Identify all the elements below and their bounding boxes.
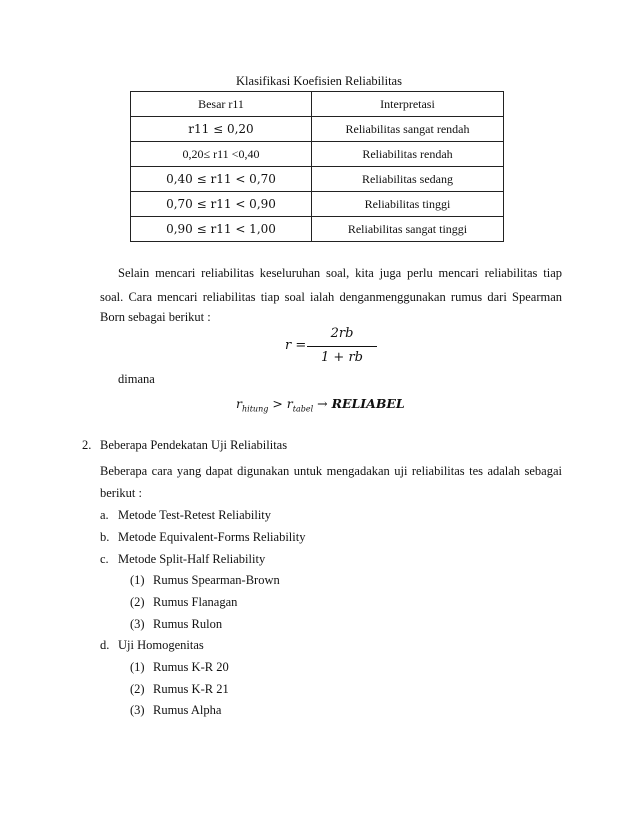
table-row (131, 192, 504, 217)
fraction-bar (307, 346, 377, 347)
table-row (131, 117, 504, 142)
section-title: Beberapa Pendekatan Uji Reliabilitas (100, 438, 288, 452)
list-item: Metode Equivalent-Forms Reliability (118, 530, 306, 544)
range-cell: 0,40 ≤ r11 < 0,70 (131, 167, 312, 192)
list-marker: c. (100, 552, 109, 566)
section-intro-line: berikut : (100, 486, 143, 500)
r-tabel: $r_{tabel}$ (286, 396, 314, 414)
interpretation-cell: Reliabilitas sedang (312, 167, 504, 192)
sublist-marker: (2) (130, 682, 145, 696)
list-item: Metode Split-Half Reliability (118, 552, 266, 566)
range-cell: r11 ≤ 0,20 (131, 117, 312, 142)
reliability-condition (236, 396, 405, 414)
sublist-item: Rumus Rulon (153, 617, 223, 631)
r-hitung: $r_{hitung}$ (236, 396, 269, 414)
table-header-row (131, 92, 504, 117)
result-label: RELIABEL (331, 396, 405, 411)
table-caption: Klasifikasi Koefisien Reliabilitas (236, 74, 402, 88)
paragraph-line: soal. Cara mencari reliabilitas tiap soal ialah denganmenggunakan rumus dari Spearman (100, 290, 562, 304)
header-besar: Besar r11 (131, 92, 312, 117)
sublist-marker: (3) (130, 703, 145, 717)
table-row (131, 167, 504, 192)
dimana-label: dimana (118, 372, 155, 386)
arrow-icon: → (313, 396, 332, 411)
range-cell: 0,90 ≤ r11 < 1,00 (131, 217, 312, 242)
sublist-marker: (2) (130, 595, 145, 609)
interpretation-cell: Reliabilitas tinggi (312, 192, 504, 217)
sublist-marker: (1) (130, 660, 145, 674)
sublist-item: Rumus K-R 21 (153, 682, 229, 696)
formula-lhs: r = (285, 338, 307, 353)
list-marker: a. (100, 508, 109, 522)
table-row (131, 142, 504, 167)
sublist-marker: (3) (130, 617, 145, 631)
section-intro-line: Beberapa cara yang dapat digunakan untuk mengadakan uji reliabilitas tes adalah sebagai (100, 464, 562, 478)
sublist-item: Rumus Alpha (153, 703, 222, 717)
sublist-item: Rumus Spearman-Brown (153, 573, 280, 587)
header-interpretasi: Interpretasi (312, 92, 504, 117)
sublist-item: Rumus K-R 20 (153, 660, 229, 674)
range-cell: 0,20≤ r11 <0,40 (131, 142, 312, 167)
greater-than: > (268, 396, 287, 411)
sublist-marker: (1) (130, 573, 145, 587)
interpretation-cell: Reliabilitas rendah (312, 142, 504, 167)
interpretation-cell: Reliabilitas sangat tinggi (312, 217, 504, 242)
table-row (131, 217, 504, 242)
reliability-classification-table (130, 91, 504, 242)
list-marker: b. (100, 530, 110, 544)
formula-numerator: 2rb (330, 326, 354, 341)
section-number: 2. (82, 438, 92, 452)
paragraph-line: Born sebagai berikut : (100, 310, 211, 324)
interpretation-cell: Reliabilitas sangat rendah (312, 117, 504, 142)
list-item: Metode Test-Retest Reliability (118, 508, 272, 522)
formula-denominator: 1 + rb (321, 350, 363, 365)
paragraph-line: Selain mencari reliabilitas keseluruhan soal, kita juga perlu mencari reliabilitas tiap (118, 266, 562, 280)
range-cell: 0,70 ≤ r11 < 0,90 (131, 192, 312, 217)
sublist-item: Rumus Flanagan (153, 595, 238, 609)
list-item: Uji Homogenitas (118, 638, 204, 652)
list-marker: d. (100, 638, 110, 652)
